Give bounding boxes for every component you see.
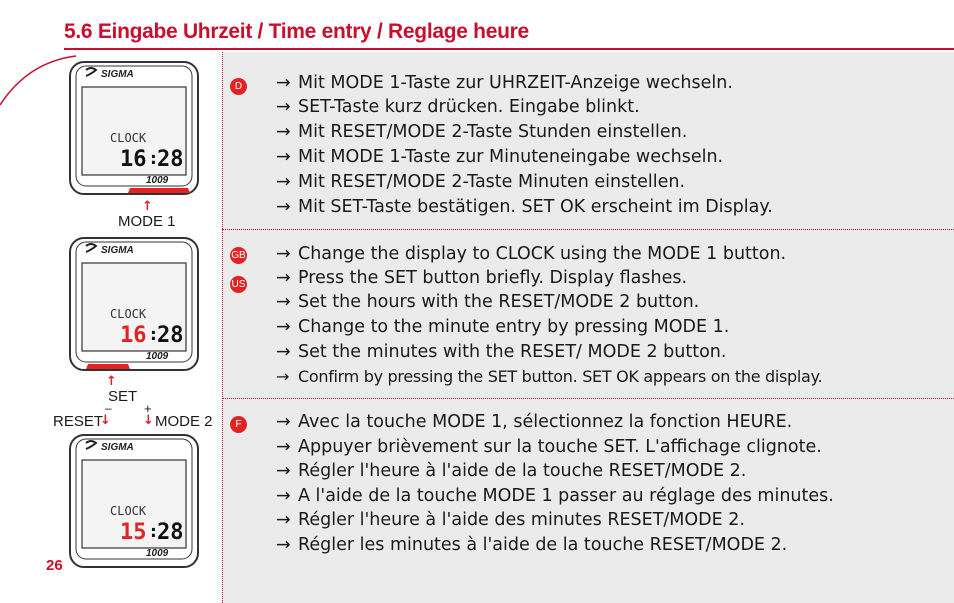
mode2-caption: MODE 2 [155, 413, 213, 430]
language-badge-de: D [230, 78, 247, 95]
set-button-highlight [86, 364, 130, 369]
svg-text::: : [148, 521, 159, 542]
model-label: 1009 [146, 548, 169, 559]
mode1-caption: MODE 1 [118, 213, 176, 230]
arrow-right-icon: → [276, 268, 291, 288]
hours-digits: 16 [120, 323, 147, 348]
arrow-right-icon: → [276, 486, 291, 506]
instruction-line: → Mit RESET/MODE 2-Taste Stunden einstellen. [276, 122, 688, 142]
arrow-up-icon: ↑ [142, 199, 153, 214]
arrow-right-icon: → [276, 122, 291, 142]
section-divider [222, 229, 954, 230]
brand-label: SIGMA [101, 245, 134, 256]
instruction-line: → Régler l'heure à l'aide des minutes RESET/MODE 2. [276, 510, 745, 530]
arrow-right-icon: → [276, 437, 291, 457]
arrow-right-icon: → [276, 197, 291, 217]
brand-label: SIGMA [101, 69, 134, 80]
language-badge-gb: GB [230, 247, 247, 264]
language-badge-us: US [230, 276, 247, 293]
clock-label: CLOCK [110, 504, 147, 518]
arrow-right-icon: → [276, 535, 291, 555]
arrow-right-icon: → [276, 367, 290, 386]
model-label: 1009 [146, 351, 169, 362]
instruction-line: → Régler l'heure à l'aide de la touche RESET/MODE 2. [276, 461, 747, 481]
instruction-line: → Mit MODE 1-Taste zur UHRZEIT-Anzeige wechseln. [276, 73, 733, 93]
instruction-line: → Set the minutes with the RESET/ MODE 2 button. [276, 342, 727, 362]
minutes-digits: 28 [157, 520, 184, 545]
instruction-line: → A l'aide de la touche MODE 1 passer au réglage des minutes. [276, 486, 834, 506]
instruction-line: → Press the SET button briefly. Display flashes. [276, 268, 688, 288]
instruction-line: → Change the display to CLOCK using the MODE 1 button. [276, 244, 787, 264]
hours-digits: 16 [120, 147, 147, 172]
instruction-line: → Régler les minutes à l'aide de la touche RESET/MODE 2. [276, 535, 788, 555]
svg-text::: : [148, 324, 159, 345]
bike-computer-device-3 [68, 433, 202, 571]
reset-caption: RESET [53, 413, 104, 430]
clock-label: CLOCK [110, 131, 147, 145]
clock-label: CLOCK [110, 307, 147, 321]
instruction-line: → Change to the minute entry by pressing MODE 1. [276, 317, 730, 337]
mode1-button-highlight [128, 188, 190, 193]
instruction-line: → Mit RESET/MODE 2-Taste Minuten einstellen. [276, 172, 686, 192]
arrow-down-icon: ↓ [100, 413, 111, 428]
arrow-right-icon: → [276, 73, 291, 93]
arrow-right-icon: → [276, 244, 291, 264]
instruction-line: → Mit SET-Taste bestätigen. SET OK erscheint im Display. [276, 197, 773, 217]
svg-text::: : [148, 148, 159, 169]
arrow-right-icon: → [276, 292, 291, 312]
minutes-digits: 28 [157, 323, 184, 348]
plus-sign: + [144, 401, 152, 416]
minus-sign: – [105, 401, 112, 415]
instruction-line: → Set the hours with the RESET/MODE 2 button. [276, 292, 700, 312]
instruction-line: → Appuyer brièvement sur la touche SET. L'affichage clignote. [276, 437, 822, 457]
bike-computer-device-1 [68, 60, 202, 198]
arrow-right-icon: → [276, 342, 291, 362]
instruction-line: → Mit MODE 1-Taste zur Minuteneingabe wechseln. [276, 147, 724, 167]
arrow-right-icon: → [276, 510, 291, 530]
instruction-line: → SET-Taste kurz drücken. Eingabe blinkt. [276, 97, 640, 117]
section-divider [222, 398, 954, 399]
arrow-right-icon: → [276, 97, 291, 117]
page-number: 26 [46, 557, 63, 574]
arrow-down-icon: ↓ [143, 413, 154, 428]
language-badge-fr: F [230, 416, 247, 433]
set-caption: SET [108, 388, 138, 405]
arrow-right-icon: → [276, 172, 291, 192]
bike-computer-device-2 [68, 236, 202, 374]
instruction-line: → Avec la touche MODE 1, sélectionnez la fonction HEURE. [276, 412, 793, 432]
arrow-right-icon: → [276, 317, 291, 337]
arrow-right-icon: → [276, 412, 291, 432]
arrow-up-icon: ↑ [106, 374, 117, 389]
instruction-line: → Confirm by pressing the SET button. SET OK appears on the display. [276, 367, 823, 386]
model-label: 1009 [146, 175, 169, 186]
brand-label: SIGMA [101, 442, 134, 453]
arrow-right-icon: → [276, 461, 291, 481]
hours-digits: 15 [120, 520, 147, 545]
arrow-right-icon: → [276, 147, 291, 167]
page-title: 5.6 Eingabe Uhrzeit / Time entry / Reglage heure [64, 20, 529, 43]
minutes-digits: 28 [157, 147, 184, 172]
title-underline [64, 48, 954, 50]
